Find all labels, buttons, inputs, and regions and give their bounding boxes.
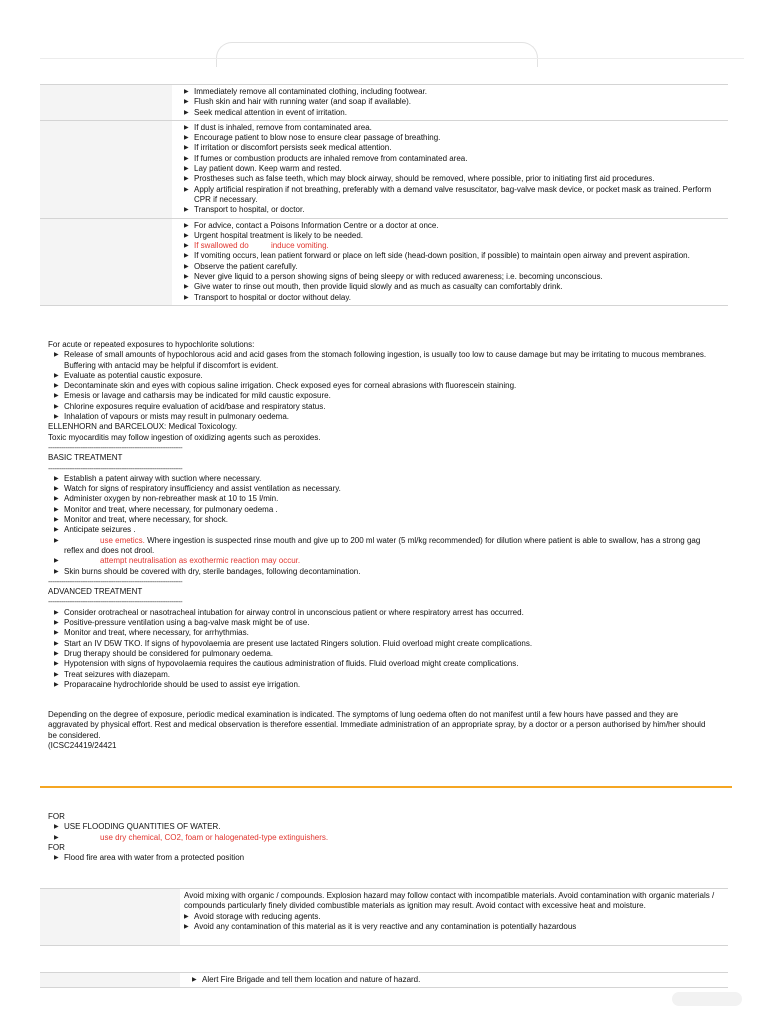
list-item: ▶ Watch for signs of respiratory insufficiency and assist ventilation as necessary.: [54, 484, 708, 494]
inhalation-row: [40, 121, 728, 219]
row-content: [180, 973, 728, 987]
list-item: [184, 241, 720, 251]
incompatibility-text: Avoid mixing with organic / compounds. Explosion hazard may follow contact with incompatible materials. Avoid contamination with organic materials / compounds particularly finely divided combustible materials as ignition may result. Avoid contact with excessive heat and moisture.: [184, 891, 715, 911]
list-item: ▶ Avoid storage with reducing agents.: [184, 912, 720, 922]
list-item: ▶ Inhalation of vapours or mists may result in pulmonary oedema.: [54, 412, 708, 422]
dash-rule: --------------------------------------------------------------: [48, 576, 183, 586]
list-item: ▶ Establish a patent airway with suction where necessary.: [54, 474, 708, 484]
row-label-cell: [40, 889, 180, 945]
list-item: ▶ Monitor and treat, where necessary, for pulmonary oedema .: [54, 505, 708, 515]
list-item: ▶ USE FLOODING QUANTITIES OF WATER.: [54, 822, 708, 832]
fire-section: [48, 812, 708, 863]
advanced-treatment-heading: ADVANCED TREATMENT: [48, 587, 143, 597]
row-label-cell: [40, 121, 172, 218]
list-item: ▶ Lay patient down. Keep warm and rested.: [184, 164, 720, 174]
row-content: [172, 85, 728, 120]
depending-text: Depending on the degree of exposure, periodic medical examination is indicated. The symptoms of lung oedema often do not manifest until a few hours have passed and they are aggravated by physical effort. Rest and medical observation is therefore essential. Immediate administration of an appropriate spray, by a doctor or a person authorised by him/her should be considered.: [48, 710, 706, 740]
list-item: ▶ Decontaminate skin and eyes with copious saline irrigation. Check exposed eyes for corneal abrasions with fluorescein staining.: [54, 381, 708, 391]
list-item: ▶ Prostheses such as false teeth, which may block airway, should be removed, where possible, prior to initiating first aid procedures.: [184, 174, 720, 184]
icsc-reference: (ICSC24419/24421: [48, 740, 117, 750]
list-item: ▶ Never give liquid to a person showing signs of being sleepy or with reduced awareness; i.e. becoming unconscious.: [184, 272, 720, 282]
reference-text: ELLENHORN and BARCELOUX: Medical Toxicology.: [48, 422, 238, 432]
first-aid-table: [40, 84, 728, 306]
list-item: ▶ Start an IV D5W TKO. If signs of hypovolaemia are present use lactated Ringers solution. Fluid overload might create complications.: [54, 639, 708, 649]
alert-table: [40, 972, 728, 988]
list-item: ▶ Release of small amounts of hypochlorous acid and acid gases from the stomach following ingestion, is usually too low to cause damage but may be irritating to mucous membranes. Buffering with antacid may be helpful if discomfort is evident.: [54, 350, 708, 371]
list-item: ▶ Drug therapy should be considered for pulmonary oedema.: [54, 649, 708, 659]
header-divider: [40, 58, 744, 59]
toxic-text: Toxic myocarditis may follow ingestion of oxidizing agents such as peroxides.: [48, 432, 321, 442]
list-item: ▶ Avoid any contamination of this material as it is very reactive and any contamination is potentially hazardous: [184, 922, 720, 932]
list-item: ▶ Consider orotracheal or nasotracheal intubation for airway control in unconscious patient or where respiratory arrest has occurred.: [54, 608, 708, 618]
list-item: ▶ Emesis or lavage and catharsis may be indicated for mild caustic exposure.: [54, 391, 708, 401]
dash-rule: --------------------------------------------------------------: [48, 463, 183, 473]
dash-rule: --------------------------------------------------------------: [48, 597, 183, 607]
warning-text: attempt neutralisation as exothermic reaction may occur.: [100, 556, 301, 566]
warning-text: use emetics.: [100, 535, 145, 545]
list-item: ▶ Alert Fire Brigade and tell them location and nature of hazard.: [192, 975, 720, 985]
row-label-cell: [40, 85, 172, 120]
row-label-cell: [40, 219, 172, 305]
skin-contact-row: [40, 85, 728, 121]
page-indicator-pill: [672, 992, 742, 1006]
list-item: [54, 833, 708, 843]
list-item: ▶ Apply artificial respiration if not breathing, preferably with a demand valve resuscitator, bag-valve mask device, or pocket mask as trained. Perform CPR if necessary.: [184, 185, 720, 206]
incompatibility-row: [40, 889, 728, 946]
list-item: ▶ Give water to rinse out mouth, then provide liquid slowly and as much as casualty can comfortably drink.: [184, 282, 720, 292]
list-item: ▶ Treat seizures with diazepam.: [54, 670, 708, 680]
list-item: ▶ Urgent hospital treatment is likely to be needed.: [184, 231, 720, 241]
list-item: ▶ If dust is inhaled, remove from contaminated area.: [184, 123, 720, 133]
warning-text: If swallowed do: [194, 241, 249, 251]
incompatibility-table: [40, 888, 728, 946]
list-item: ▶ Proparacaine hydrochloride should be used to assist eye irrigation.: [54, 680, 708, 690]
warning-text: use dry chemical, CO2, foam or halogenated-type extinguishers.: [100, 832, 329, 842]
list-item: ▶ Immediately remove all contaminated clothing, including footwear.: [184, 87, 720, 97]
list-item: [54, 536, 708, 557]
list-item: ▶ Skin burns should be covered with dry, sterile bandages, following decontamination.: [54, 567, 708, 577]
list-item: ▶ Chlorine exposures require evaluation of acid/base and respiratory status.: [54, 402, 708, 412]
dash-rule: --------------------------------------------------------------: [48, 442, 183, 452]
list-item: ▶ Transport to hospital, or doctor.: [184, 205, 720, 215]
list-item: ▶ Monitor and treat, where necessary, for arrhythmias.: [54, 628, 708, 638]
list-item: ▶ Flush skin and hair with running water (and soap if available).: [184, 97, 720, 107]
list-item: [54, 556, 708, 566]
row-content: [172, 121, 728, 218]
alert-row: [40, 973, 728, 988]
for-label: FOR: [48, 842, 65, 852]
list-item: ▶ Observe the patient carefully.: [184, 262, 720, 272]
physician-notes: [48, 340, 708, 751]
list-item: ▶ Administer oxygen by non-rebreather mask at 10 to 15 l/min.: [54, 494, 708, 504]
for-label: FOR: [48, 812, 65, 821]
notes-intro: For acute or repeated exposures to hypochlorite solutions:: [48, 340, 255, 349]
list-item: ▶ Transport to hospital or doctor without delay.: [184, 293, 720, 303]
emetics-text: Where ingestion is suspected rinse mouth and give up to 200 ml water (5 ml/kg recommended) for dilution where patient is able to swallow, has a strong gag reflex and does not drool.: [64, 535, 701, 555]
list-item: ▶ For advice, contact a Poisons Information Centre or a doctor at once.: [184, 221, 720, 231]
list-item: ▶ If vomiting occurs, lean patient forward or place on left side (head-down position, if possible) to maintain open airway and prevent aspiration.: [184, 251, 720, 261]
basic-treatment-heading: BASIC TREATMENT: [48, 453, 123, 463]
list-item: ▶ Hypotension with signs of hypovolaemia requires the cautious administration of fluids. Fluid overload might create complications.: [54, 659, 708, 669]
list-item: ▶ Anticipate seizures .: [54, 525, 708, 535]
section-divider: [40, 786, 732, 788]
list-item: ▶ If irritation or discomfort persists seek medical attention.: [184, 143, 720, 153]
list-item: ▶ Flood fire area with water from a protected position: [54, 853, 708, 863]
list-item: ▶ Encourage patient to blow nose to ensure clear passage of breathing.: [184, 133, 720, 143]
ingestion-row: [40, 219, 728, 306]
row-content: [172, 219, 728, 305]
list-item: ▶ Evaluate as potential caustic exposure.: [54, 371, 708, 381]
header-tab: [216, 42, 538, 67]
row-content: [180, 889, 728, 945]
warning-text: induce vomiting.: [270, 241, 329, 251]
list-item: ▶ Positive-pressure ventilation using a bag-valve mask might be of use.: [54, 618, 708, 628]
row-label-cell: [40, 973, 180, 987]
list-item: ▶ Seek medical attention in event of irritation.: [184, 108, 720, 118]
list-item: ▶ If fumes or combustion products are inhaled remove from contaminated area.: [184, 154, 720, 164]
list-item: ▶ Monitor and treat, where necessary, for shock.: [54, 515, 708, 525]
